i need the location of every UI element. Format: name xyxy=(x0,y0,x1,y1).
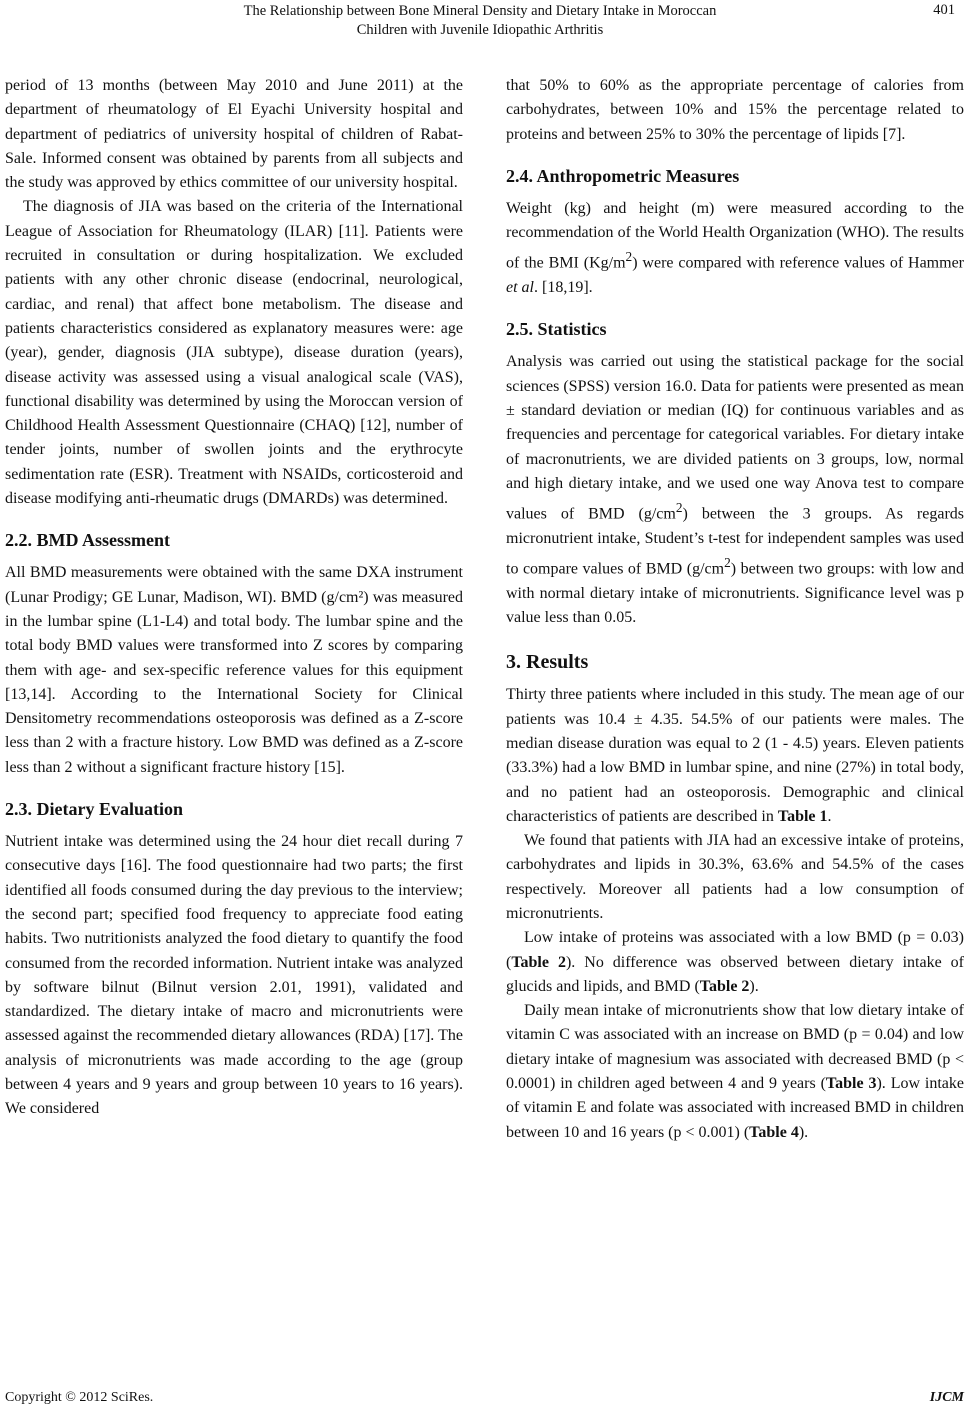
table-reference: Table 1 xyxy=(777,807,828,825)
paragraph-results-overview xyxy=(506,683,964,829)
paragraph-study-period: period of 13 months (between May 2010 and June 2011) at the department of rheumatology of El Eyachi University hospital and department of pediatrics of university hospital of children of Rabat-Sale. Informed consent was obtained by parents from all subjects and the study was approved by ethics committee of our university hospital. xyxy=(5,77,463,192)
paragraph-protein-intake xyxy=(506,926,964,999)
section-heading-statistics: 2.5. Statistics xyxy=(506,319,607,340)
italic-text: et al xyxy=(506,279,534,297)
superscript: 2 xyxy=(724,555,731,571)
text-segment: Analysis was carried out using the statistical package for the social sciences (SPSS) version 16.0. Data for patients were presented as mean ± standard deviation or median (IQ) for continuous variables and as frequencies and percentage for categorical variables. For dietary intake of macronutrients, we are divided patients on 3 groups, low, normal and high dietary intake, and we used one way Anova test to compare values of BMD (g/cm xyxy=(506,353,964,523)
text-segment: ) between two groups: with low and with normal dietary intake of micronutrients. Significance level was p value less than 0.05. xyxy=(506,560,965,627)
paragraph-bmd-assessment: All BMD measurements were obtained with the same DXA instrument (Lunar Prodigy; GE Lunar, Madison, WI). BMD (g/cm²) was measured in the lumbar spine (L1-L4) and total body. The lumbar spine and the total body BMD values were transformed into Z scores by comparing them with age- and sex-specific reference values for this equipment [13,14]. According to the International Society for Clinical Densitometry recommendations osteoporosis was defined as a Z-score less than 2 with a fracture history. Low BMD was defined as a Z-score less than 2 without a significant fracture history [15]. xyxy=(5,564,463,776)
page-footer xyxy=(0,1390,969,1414)
text-segment: ). No difference was observed between dietary intake of glucids and lipids, and BMD ( xyxy=(506,953,965,995)
text-segment: ) were compared with reference values of Hammer xyxy=(632,254,965,272)
paragraph-calorie-percentages: that 50% to 60% as the appropriate percentage of calories from carbohydrates, between 10% and 15% the percentage related to proteins and between 25% to 30% the percentage of lipids [7]. xyxy=(506,77,964,143)
left-column xyxy=(5,74,463,1122)
table-reference: Table 2 xyxy=(511,953,566,971)
right-column xyxy=(506,74,964,1145)
superscript: 2 xyxy=(625,249,633,265)
text-segment: . xyxy=(827,807,832,825)
text-segment: Weight (kg) and height (m) were measured according to the recommendation of the World Health Organization (WHO). The results of the BMI (Kg/m xyxy=(506,199,964,272)
journal-name: IJCM xyxy=(929,1390,964,1405)
text-segment: ) between the 3 groups. As regards micronutrient intake, Student’s t-test for independent samples was used to compare values of BMD (g/cm xyxy=(506,505,964,578)
table-reference: Table 3 xyxy=(825,1075,877,1093)
table-reference: Table 2 xyxy=(699,977,750,995)
running-title-line-1: The Relationship between Bone Mineral Density and Dietary Intake in Moroccan xyxy=(243,3,717,19)
paragraph-anthropometric xyxy=(506,197,964,301)
text-segment: . [18,19]. xyxy=(534,279,593,297)
paragraph-diagnosis: The diagnosis of JIA was based on the criteria of the International League of Association for Rheumatology (ILAR) [11]. Patients were recruited in consultation or during hospitalization. We excluded patients with any other chronic disease (endocrinal, neurological, cardiac, and renal) that affect bone metabolism. The disease and patients characteristics considered as explanatory measures were: age (year), gender, diagnosis (JIA subtype), disease duration (years), disease activity was assessed using a visual analogical scale (VAS), functional disability was determined by using the Moroccan version of Childhood Health Assessment Questionnaire (CHAQ) [12], number of tender joints, number of swollen joints and the erythrocyte sedimentation rate (ESR). Treatment with NSAIDs, corticosteroid and disease modifying anti-rheumatic drugs (DMARDs) was determined. xyxy=(5,198,463,508)
text-segment: Thirty three patients where included in this study. The mean age of our patients was 10.4 ± 4.35. 54.5% of our patients were males. The median disease duration was equal to 2 (1 - 4.5) years. Eleven patients (33.3%) had a low BMD in lumbar spine, and nine (27%) in total body, and no patient had an osteoporosis. Demographic and clinical characteristics of patients are described in xyxy=(506,686,964,825)
section-heading-results: 3. Results xyxy=(506,651,589,674)
running-title xyxy=(140,2,820,40)
section-heading-bmd-assessment: 2.2. BMD Assessment xyxy=(5,530,170,551)
paragraph-dietary-evaluation: Nutrient intake was determined using the 24 hour diet recall during 7 consecutive days [16]. The food questionnaire had two parts; the first identified all foods consumed during the day previous to the interview; the second part; specified food frequency to appreciate food eating habits. Two nutritionists analyzed the food dietary to quantify the food consumed from the recorded information. Nutrient intake was analyzed by software bilnut (Bilnut version 2.01, 1991), validated and standardized. The dietary intake of macro and micronutrients were assessed against the recommended dietary allowances (RDA) [17]. The analysis of micronutrients was made according to the age (group between 4 years and 9 years and group between 10 years to 16 years). We considered xyxy=(5,833,463,1118)
copyright-notice: Copyright © 2012 SciRes. xyxy=(5,1390,154,1405)
paragraph-micronutrients xyxy=(506,999,964,1145)
text-segment: Daily mean intake of micronutrients show that low dietary intake of vitamin C was associated with an increase on BMD (p = 0.04) and low dietary intake of magnesium was associated with decreased BMD (p < 0.0001) in children aged between 4 and 9 years ( xyxy=(506,1002,964,1093)
section-heading-dietary-evaluation: 2.3. Dietary Evaluation xyxy=(5,799,183,820)
text-segment: Low intake of proteins was associated with a low BMD (p = 0.03) ( xyxy=(506,929,964,971)
page-header xyxy=(0,0,969,42)
table-reference: Table 4 xyxy=(749,1123,799,1141)
text-segment: ). xyxy=(749,977,759,995)
text-segment: ). Low intake of vitamin E and folate was associated with increased BMD in children between 10 and 16 years (p < 0.001) ( xyxy=(506,1075,965,1141)
superscript: 2 xyxy=(675,500,683,516)
paragraph-excessive-intake: We found that patients with JIA had an excessive intake of proteins, carbohydrates and lipids in 30.3%, 63.6% and 54.5% of the cases respectively. Moreover all patients had a low consumption of micronutrients. xyxy=(506,832,964,922)
paragraph-statistics xyxy=(506,350,964,630)
text-segment: ). xyxy=(798,1123,809,1141)
page-number: 401 xyxy=(933,2,955,18)
section-heading-anthropometric: 2.4. Anthropometric Measures xyxy=(506,165,740,186)
running-title-line-2: Children with Juvenile Idiopathic Arthritis xyxy=(356,22,604,38)
